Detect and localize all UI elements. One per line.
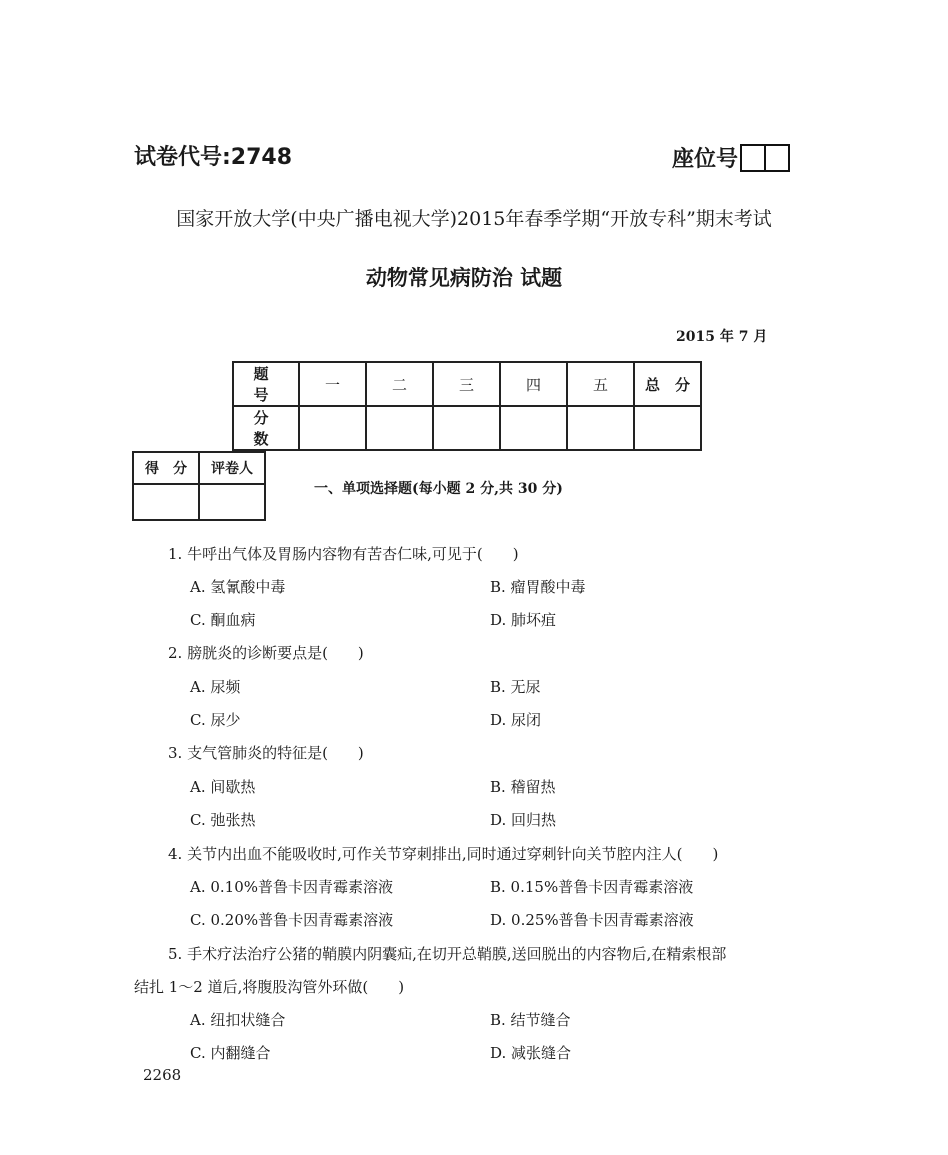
question-stem-continued: 结扎 1～2 道后,将腹股沟管外环做( ) (134, 978, 405, 996)
score-header-cell: 三 (433, 362, 500, 406)
grader-table (132, 451, 266, 521)
section-title: 一、单项选择题(每小题 2 分,共 30 分) (314, 481, 563, 497)
score-header-cell: 四 (500, 362, 567, 406)
seat-number-boxes (740, 144, 790, 172)
paper-code: 试卷代号:2748 (134, 145, 293, 170)
option-d: D. 尿闭 (490, 711, 542, 729)
grader-score-cell (133, 484, 199, 520)
option-c: C. 0.20%普鲁卡因青霉素溶液 (190, 911, 394, 929)
option-a: A. 尿频 (190, 678, 241, 696)
grader-score-label: 得 分 (133, 452, 199, 484)
score-header-cell: 二 (366, 362, 433, 406)
score-header-cell: 一 (299, 362, 366, 406)
score-cell (634, 406, 701, 450)
option-a: A. 0.10%普鲁卡因青霉素溶液 (190, 878, 394, 896)
option-b: B. 结节缝合 (490, 1011, 571, 1029)
seat-box-cell (742, 146, 764, 170)
question-stem: 4. 关节内出血不能吸收时,可作关节穿刺排出,同时通过穿刺针向关节腔内注人( ) (168, 845, 719, 863)
score-header-total: 总 分 (634, 362, 701, 406)
seat-number-field (672, 142, 790, 173)
option-d: D. 回归热 (490, 811, 557, 829)
question-stem: 2. 膀胱炎的诊断要点是( ) (168, 644, 364, 662)
score-cell (433, 406, 500, 450)
score-row-label: 分 数 (233, 406, 299, 450)
option-a: A. 间歇热 (190, 778, 256, 796)
score-header-cell: 五 (567, 362, 634, 406)
seat-box-cell (764, 146, 788, 170)
question-stem: 5. 手术疗法治疗公猪的鞘膜内阴囊疝,在切开总鞘膜,送回脱出的内容物后,在精索根部 (168, 945, 727, 963)
option-b: B. 稽留热 (490, 778, 556, 796)
score-header-label: 题 号 (233, 362, 299, 406)
seat-number-label: 座位号 (672, 147, 739, 172)
page-code: 2268 (143, 1066, 182, 1084)
score-table-score-row (233, 406, 701, 450)
option-a: A. 氢氰酸中毒 (190, 578, 286, 596)
score-cell (567, 406, 634, 450)
exam-date: 2015 年 7 月 (676, 329, 768, 345)
option-d: D. 减张缝合 (490, 1044, 572, 1062)
option-d: D. 0.25%普鲁卡因青霉素溶液 (490, 911, 694, 929)
option-c: C. 弛张热 (190, 811, 256, 829)
option-b: B. 瘤胃酸中毒 (490, 578, 586, 596)
score-cell (366, 406, 433, 450)
question-stem: 3. 支气管肺炎的特征是( ) (168, 744, 364, 762)
option-b: B. 0.15%普鲁卡因青霉素溶液 (490, 878, 694, 896)
grader-name-cell (199, 484, 265, 520)
option-c: C. 内翻缝合 (190, 1044, 271, 1062)
grader-name-label: 评卷人 (199, 452, 265, 484)
score-table-header-row (233, 362, 701, 406)
question-stem: 1. 牛呼出气体及胃肠内容物有苦杏仁味,可见于( ) (168, 545, 519, 563)
score-table (232, 361, 702, 451)
institution-line: 国家开放大学(中央广播电视大学)2015年春季学期“开放专科”期末考试 (176, 208, 772, 230)
option-c: C. 酮血病 (190, 611, 256, 629)
option-d: D. 肺坏疽 (490, 611, 557, 629)
score-cell (500, 406, 567, 450)
option-b: B. 无尿 (490, 678, 541, 696)
option-c: C. 尿少 (190, 711, 241, 729)
exam-title: 动物常见病防治 试题 (365, 266, 563, 290)
option-a: A. 纽扣状缝合 (190, 1011, 286, 1029)
score-cell (299, 406, 366, 450)
